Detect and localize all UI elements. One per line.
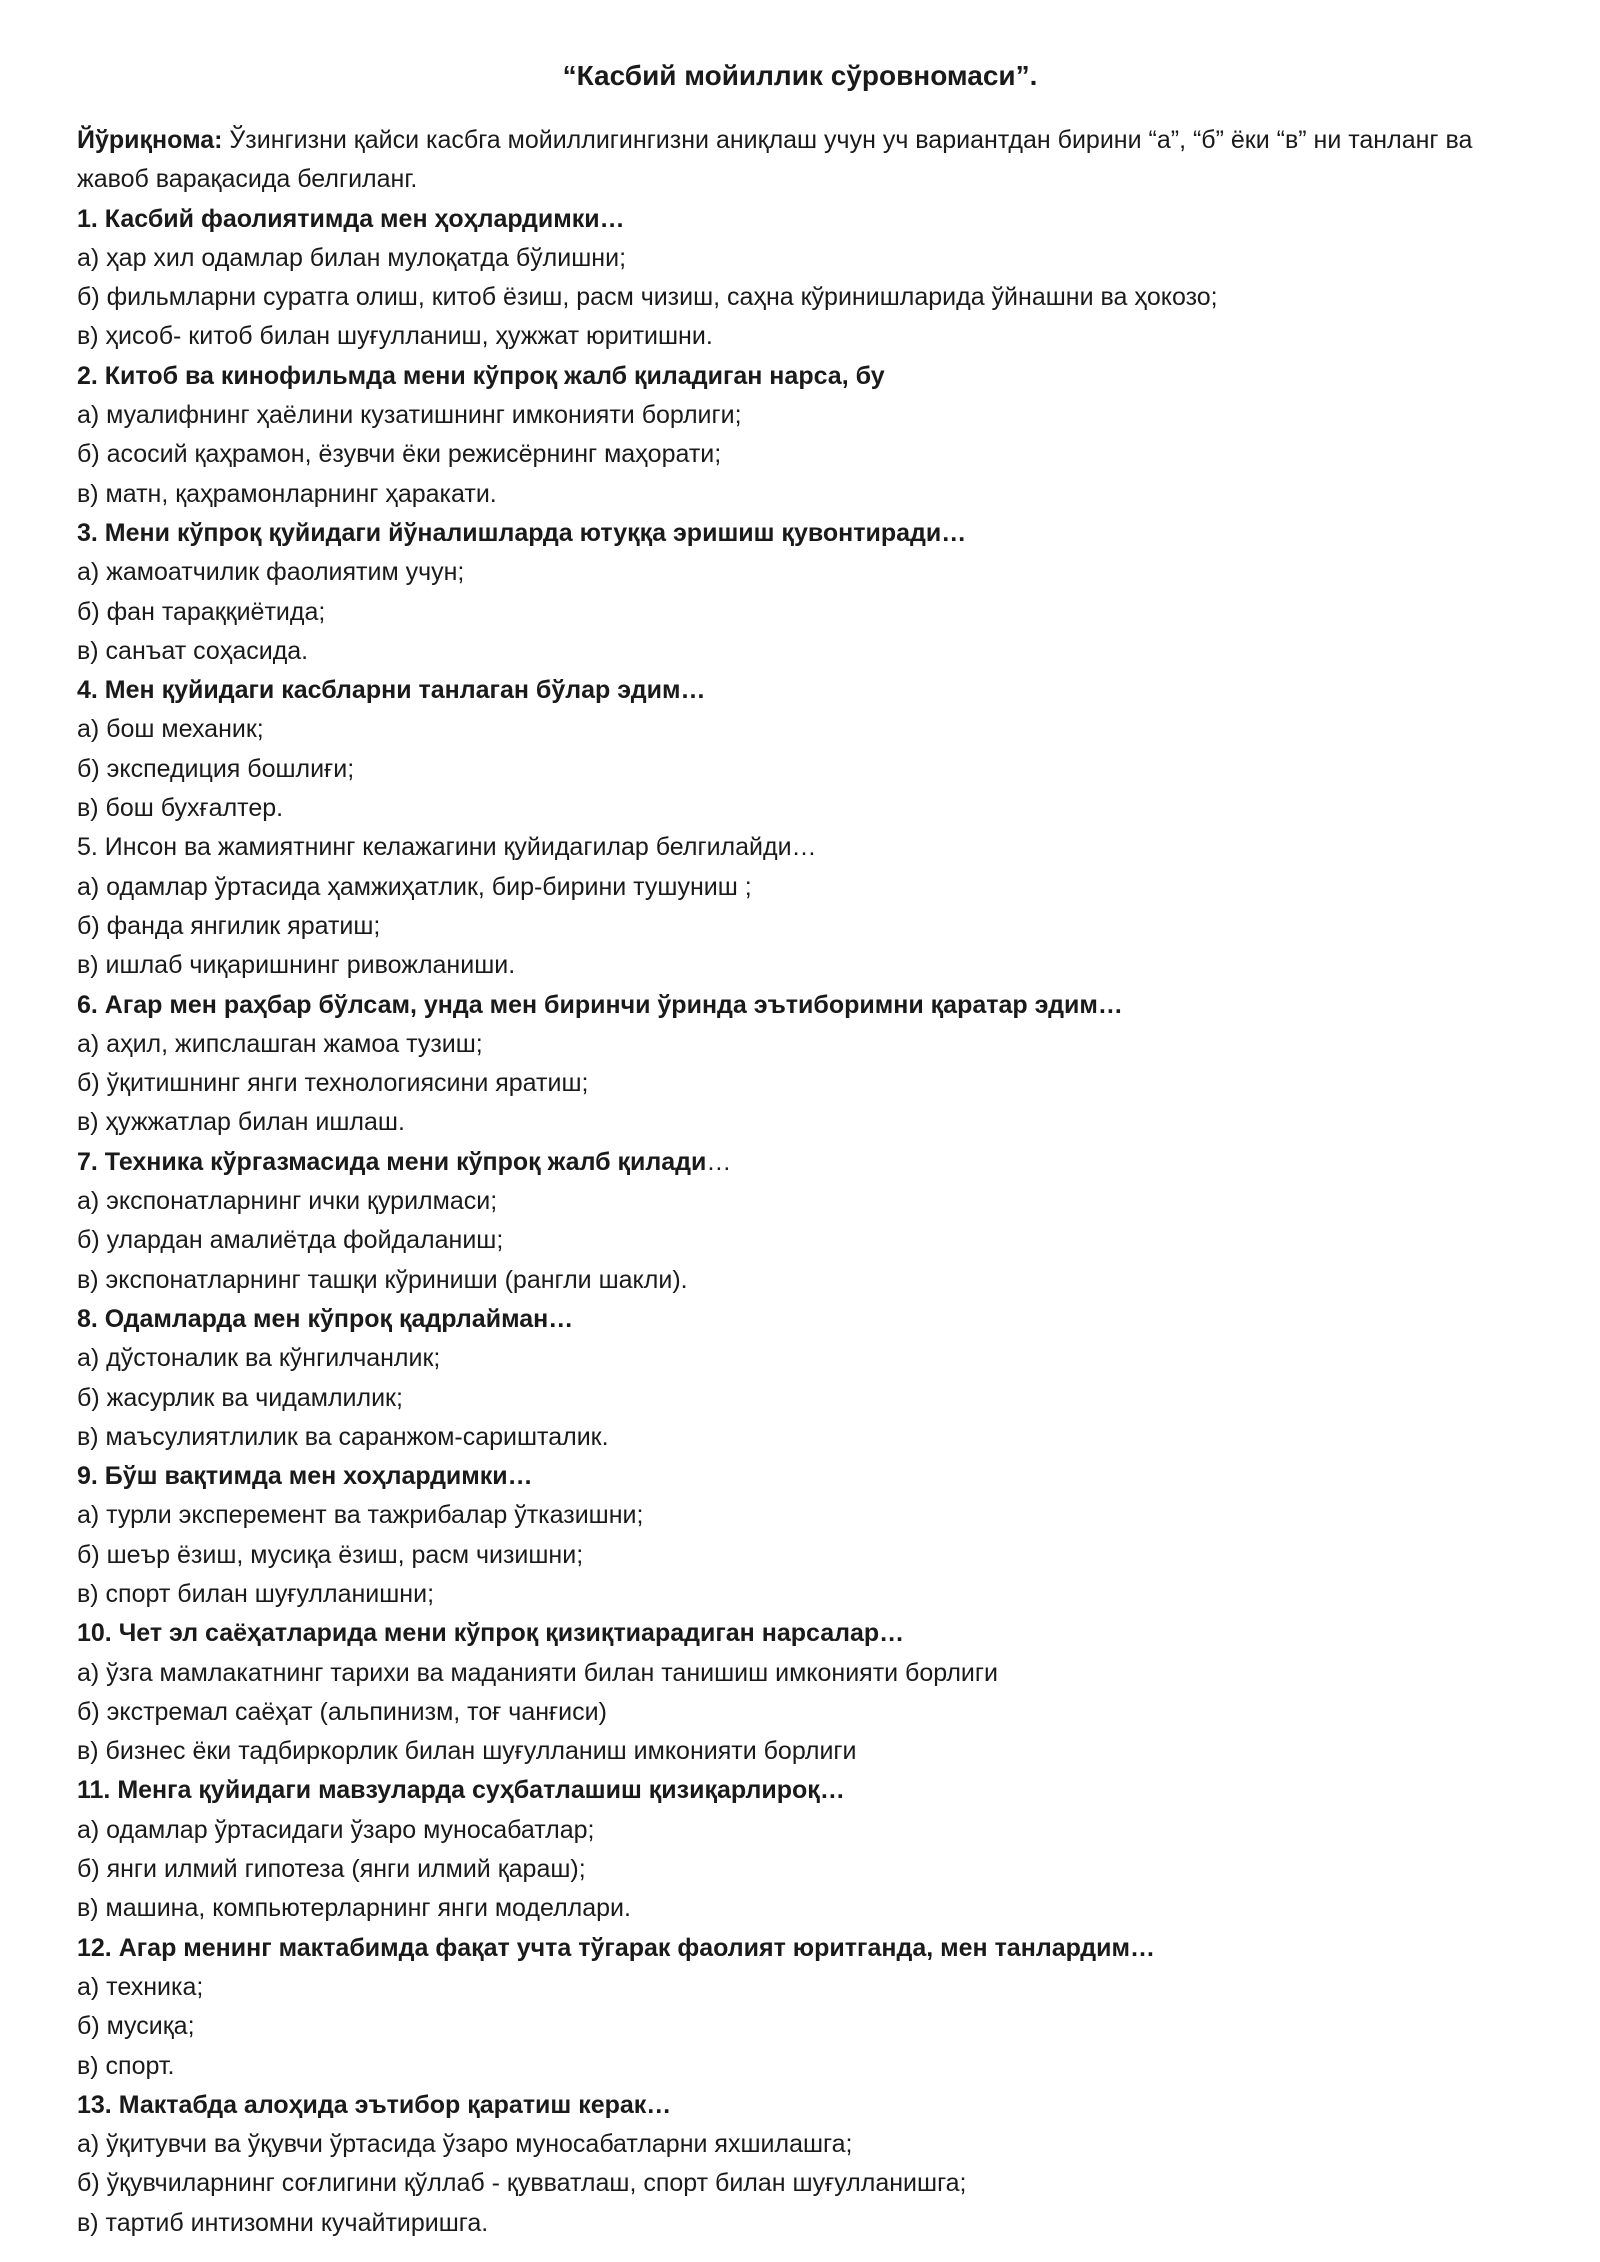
question-text: 8. Одамларда мен кўпроқ қадрлайман… xyxy=(77,1304,574,1333)
answer-option: б) фильмларни суратга олиш, китоб ёзиш, расм чизиш, саҳна кўринишларида ўйнашни ва ҳокозо; xyxy=(77,283,1218,312)
question-block xyxy=(77,1929,1517,2086)
answer-option: в) спорт. xyxy=(77,2051,175,2080)
question-block xyxy=(77,1457,1517,1614)
answer-option: б) фан тараққиётида; xyxy=(77,597,326,626)
instruction-paragraph xyxy=(77,121,1517,200)
question-text: 2. Китоб ва кинофильмда мени кўпроқ жалб қиладиган нарса, бу xyxy=(77,361,885,390)
question-line xyxy=(77,1614,1517,1653)
question-text: 11. Менга қуйидаги мавзуларда суҳбатлашиш қизиқарлироқ… xyxy=(77,1776,845,1805)
question-line xyxy=(77,1300,1517,1339)
question-line xyxy=(77,1929,1517,1968)
question-line xyxy=(77,828,1517,867)
question-text: 5. Инсон ва жамиятнинг келажагини қуйидагилар белгилайди… xyxy=(77,833,817,862)
answer-option: в) ишлаб чиқаришнинг ривожланиши. xyxy=(77,951,516,980)
answer-option: б) экстремал саёҳат (альпинизм, тоғ чанғиси) xyxy=(77,1697,607,1726)
answer-option: б) шеър ёзиш, мусиқа ёзиш, расм чизишни; xyxy=(77,1540,584,1569)
answer-option: в) тартиб интизомни кучайтиришга. xyxy=(77,2208,489,2237)
question-line xyxy=(77,671,1517,710)
answer-option: а) аҳил, жипслашган жамоа тузиш; xyxy=(77,1029,483,1058)
answer-option: а) турли экспеpемент ва тажрибалар ўтказишни; xyxy=(77,1501,644,1530)
survey-content xyxy=(77,121,1517,2243)
answer-option: а) муалифнинг ҳаёлини кузатишнинг имконияти борлиги; xyxy=(77,401,742,430)
question-block xyxy=(77,671,1517,828)
answer-option: в) спорт билан шуғулланишни; xyxy=(77,1579,435,1608)
question-line xyxy=(77,357,1517,396)
question-line xyxy=(77,1143,1517,1182)
question-line xyxy=(77,1771,1517,1810)
answer-option: в) санъат соҳасида. xyxy=(77,636,309,665)
answer-option: в) матн, қаҳрамонларнинг ҳаракати. xyxy=(77,479,497,508)
question-text: 7. Техника кўргазмасида мени кўпроқ жалб қилади xyxy=(77,1147,707,1176)
question-block xyxy=(77,514,1517,671)
answer-option: в) ҳисоб- китоб билан шуғулланиш, ҳужжат юритишни. xyxy=(77,322,713,351)
answer-option: б) ўқитишнинг янги технологиясини яратиш; xyxy=(77,1069,589,1098)
answer-option: б) жасурлик ва чидамлилик; xyxy=(77,1383,403,1412)
answer-option: б) мусиқа; xyxy=(77,2012,195,2041)
answer-option: а) жамоатчилик фаолиятим учун; xyxy=(77,558,465,587)
answer-option: б) янги илмий гипотеза (янги илмий қараш); xyxy=(77,1855,586,1884)
question-text: 10. Чет эл саёҳатларида мени кўпроқ қизиқтиарадиган нарсалар… xyxy=(77,1619,905,1648)
question-block xyxy=(77,828,1517,985)
question-block xyxy=(77,357,1517,514)
question-block xyxy=(77,986,1517,1143)
question-text: 1. Касбий фаолиятимда мен ҳоҳлардимки… xyxy=(77,204,625,233)
answer-option: а) ўзга мамлакатнинг тарихи ва маданияти билан танишиш имконияти борлиги xyxy=(77,1658,998,1687)
instruction-label: Йўриқнома: xyxy=(77,126,223,154)
answer-option: в) экспонатларнинг ташқи кўриниши (рангли шакли). xyxy=(77,1265,688,1294)
question-block xyxy=(77,200,1517,357)
question-line xyxy=(77,514,1517,553)
question-text: 6. Агар мен раҳбар бўлсам, унда мен биринчи ўринда эътиборимни қаратар эдим… xyxy=(77,990,1123,1019)
question-block xyxy=(77,1771,1517,1928)
question-list xyxy=(77,200,1517,2243)
question-block xyxy=(77,2086,1517,2243)
answer-option: б) улардан амалиётда фойдаланиш; xyxy=(77,1226,504,1255)
question-text: 12. Агар менинг мактабимда фақат учта тўгарак фаолият юритганда, мен танлардим… xyxy=(77,1933,1155,1962)
answer-option: б) экспедиция бошлиғи; xyxy=(77,754,355,783)
question-block xyxy=(77,1143,1517,1300)
answer-option: а) ҳар хил одамлар билан мулоқатда бўлишни; xyxy=(77,243,627,272)
answer-option: а) техника; xyxy=(77,1972,204,2001)
question-line xyxy=(77,1457,1517,1496)
answer-option: а) дўстоналик ва кўнгилчанлик; xyxy=(77,1344,441,1373)
answer-option: б) фанда янгилик яратиш; xyxy=(77,911,381,940)
question-block xyxy=(77,1300,1517,1457)
answer-option: а) экспонатларнинг ички қурилмаси; xyxy=(77,1187,498,1216)
answer-option: а) бош механик; xyxy=(77,715,264,744)
answer-option: б) ўқувчиларнинг соғлигини қўллаб - қувватлаш, спорт билан шуғулланишга; xyxy=(77,2169,967,2198)
answer-option: б) асосий қаҳрамон, ёзувчи ёки режисёрнинг маҳорати; xyxy=(77,440,722,469)
instruction-text: Ўзингизни қайси касбга мойиллигингизни аниқлаш учун уч вариантдан бирини “а”, “б” ёки “в” ни танланг ва жавоб варақасида белгиланг. xyxy=(77,126,1473,194)
answer-option: в) бош бухғалтер. xyxy=(77,794,284,823)
question-line xyxy=(77,2086,1517,2125)
question-text: 13. Мактабда алоҳида эътибор қаратиш керак… xyxy=(77,2090,672,2119)
question-text: 9. Бўш вақтимда мен хоҳлардимки… xyxy=(77,1462,533,1491)
question-text: 3. Мени кўпроқ қуйидаги йўналишларда ютуққа эришиш қувонтиради… xyxy=(77,518,967,547)
question-text: 4. Мен қуйидаги касбларни танлаган бўлар эдим… xyxy=(77,676,706,705)
question-line xyxy=(77,200,1517,239)
answer-option: в) бизнес ёки тадбиркорлик билан шуғулланиш имконияти борлиги xyxy=(77,1737,857,1766)
question-tail: … xyxy=(706,1147,732,1176)
answer-option: а) одамлар ўртасидаги ўзаро муносабатлар; xyxy=(77,1815,595,1844)
answer-option: а) одамлар ўртасида ҳамжиҳатлик, бир-бирини тушуниш ; xyxy=(77,872,752,901)
document-title: “Касбий мойиллик сўровномаси”. xyxy=(562,60,1038,91)
question-block xyxy=(77,1614,1517,1771)
answer-option: а) ўқитувчи ва ўқувчи ўртасида ўзаро муносабатларни яхшилашга; xyxy=(77,2130,853,2159)
answer-option: в) машина, компьютерларнинг янги моделлари. xyxy=(77,1894,631,1923)
answer-option: в) ҳужжатлар билан ишлаш. xyxy=(77,1108,405,1137)
answer-option: в) маъсулиятлилик ва саранжом-саришталик. xyxy=(77,1422,609,1451)
question-line xyxy=(77,986,1517,1025)
